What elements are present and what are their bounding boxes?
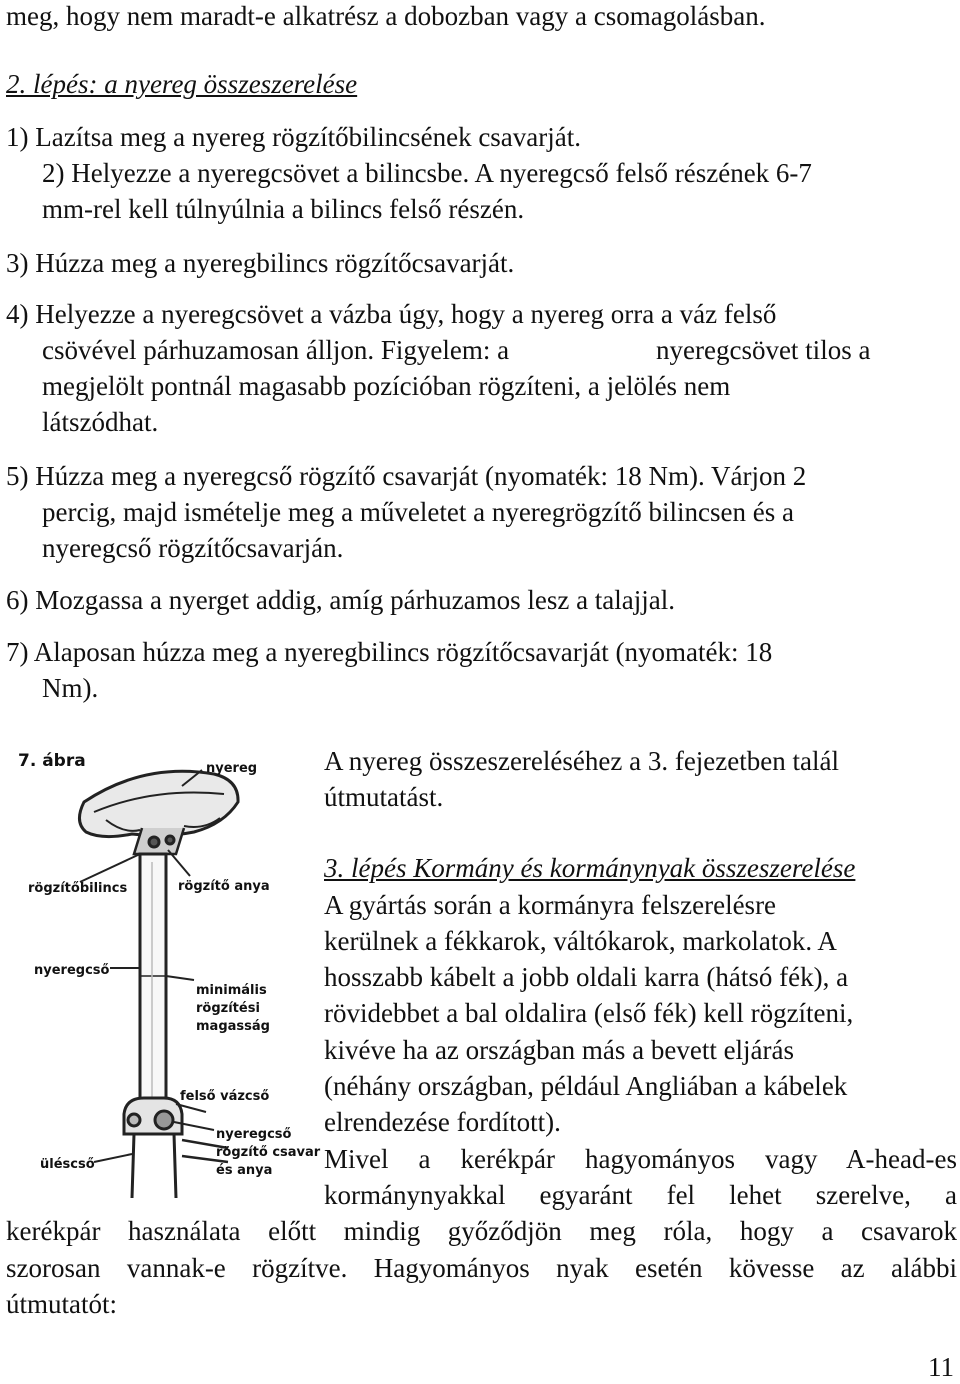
label-minimalis-2: rögzítési	[196, 1001, 260, 1016]
label-nyeregcso-rogzito-3: és anya	[216, 1163, 273, 1178]
step2-item-2-line-1: 2) Helyezze a nyeregcsövet a bilincsbe. A nyeregcső felső részének 6-7	[42, 158, 812, 188]
step3-line-2: kerülnek a fékkarok, váltókarok, markolatok. A	[324, 926, 837, 956]
intro-line: meg, hogy nem maradt-e alkatrész a dobozban vagy a csomagolásban.	[6, 1, 766, 31]
step2-item-7-line-1: 7) Alaposan húzza meg a nyeregbilincs rögzítőcsavarját (nyomaték: 18	[6, 637, 773, 667]
step3-line-3: hosszabb kábelt a jobb oldali karra (hátsó fék), a	[324, 962, 849, 992]
seatpost-figure	[14, 742, 326, 1202]
step2-item-4-line-1: 4) Helyezze a nyeregcsövet a vázba úgy, hogy a nyereg orra a váz felső	[6, 299, 777, 329]
step2-item-1: 1) Lazítsa meg a nyereg rögzítőbilincsének csavarját.	[6, 122, 582, 152]
step3-line-11: szorosan vannak-e rögzítve. Hagyományos nyak esetén kövesse az alábbi	[6, 1253, 957, 1283]
label-nyeregcso-rogzito-2: rögzítő csavar	[216, 1145, 321, 1160]
label-minimalis-1: minimális	[196, 983, 267, 998]
step3-line-5: kivéve ha az országban más a bevett eljárás	[324, 1035, 795, 1065]
page-number: 11	[928, 1352, 954, 1382]
label-rogzito-anya: rögzítő anya	[178, 879, 270, 894]
step3-heading: 3. lépés Kormány és kormánynyak összeszerelése	[324, 853, 856, 883]
step2-item-4-line-3: megjelölt pontnál magasabb pozícióban rögzíteni, a jelölés nem	[42, 371, 731, 401]
step3-line-4: rövidebbet a bal oldalira (első fék) kell rögzíteni,	[324, 998, 854, 1028]
note-line-2: útmutatást.	[324, 782, 444, 812]
step2-item-5-line-1: 5) Húzza meg a nyeregcső rögzítő csavarját (nyomaték: 18 Nm). Várjon 2	[6, 461, 807, 491]
step3-line-7: elrendezése fordított).	[324, 1107, 561, 1137]
label-rogzitobilincs: rögzítőbilincs	[28, 881, 128, 896]
step3-line-12: útmutatót:	[6, 1289, 117, 1319]
step2-item-2-line-2: mm-rel kell túlnyúlnia a bilincs felső részén.	[42, 194, 525, 224]
step2-item-7-line-2: Nm).	[42, 673, 99, 703]
label-nyereg: nyereg	[206, 761, 258, 776]
step2-item-4-line-4: látszódhat.	[42, 407, 159, 437]
label-minimalis-3: magasság	[196, 1019, 270, 1034]
label-nyeregcso-rogzito-1: nyeregcső	[216, 1127, 292, 1142]
seatpost-tube	[140, 854, 166, 1116]
seat-clamp-drawing	[124, 1098, 228, 1198]
step3-line-1: A gyártás során a kormányra felszerelésre	[324, 890, 777, 920]
step2-item-3: 3) Húzza meg a nyeregbilincs rögzítőcsavarját.	[6, 248, 515, 278]
step2-heading: 2. lépés: a nyereg összeszerelése	[6, 69, 358, 99]
note-line-1: A nyereg összeszereléséhez a 3. fejezetben talál	[324, 746, 839, 776]
step2-item-5-line-2: percig, majd ismételje meg a műveletet a nyeregrögzítő bilincsen és a	[42, 497, 794, 527]
step2-item-6: 6) Mozgassa a nyerget addig, amíg párhuzamos lesz a talajjal.	[6, 585, 676, 615]
step3-line-10: kerékpár használata előtt mindig győződjön meg róla, hogy a csavarok	[6, 1216, 957, 1246]
label-felso-vazcso: felső vázcső	[180, 1089, 270, 1104]
step3-line-8: Mivel a kerékpár hagyományos vagy A-head-es	[324, 1144, 957, 1174]
figure-title: 7. ábra	[18, 751, 86, 771]
saddle-drawing	[79, 771, 238, 854]
step2-item-4-line-2a: csövével párhuzamosan álljon. Figyelem: a	[42, 335, 510, 365]
step3-line-9: kormánynyakkal egyaránt fel lehet szerelve, a	[324, 1180, 957, 1210]
label-nyeregcso: nyeregcső	[34, 963, 110, 978]
step2-item-5-line-3: nyeregcső rögzítőcsavarján.	[42, 533, 344, 563]
step3-line-6: (néhány országban, például Angliában a kábelek	[324, 1071, 848, 1101]
step2-item-4-line-2b: nyeregcsövet tilos a	[656, 335, 871, 365]
label-ulescso: üléscső	[40, 1157, 95, 1172]
